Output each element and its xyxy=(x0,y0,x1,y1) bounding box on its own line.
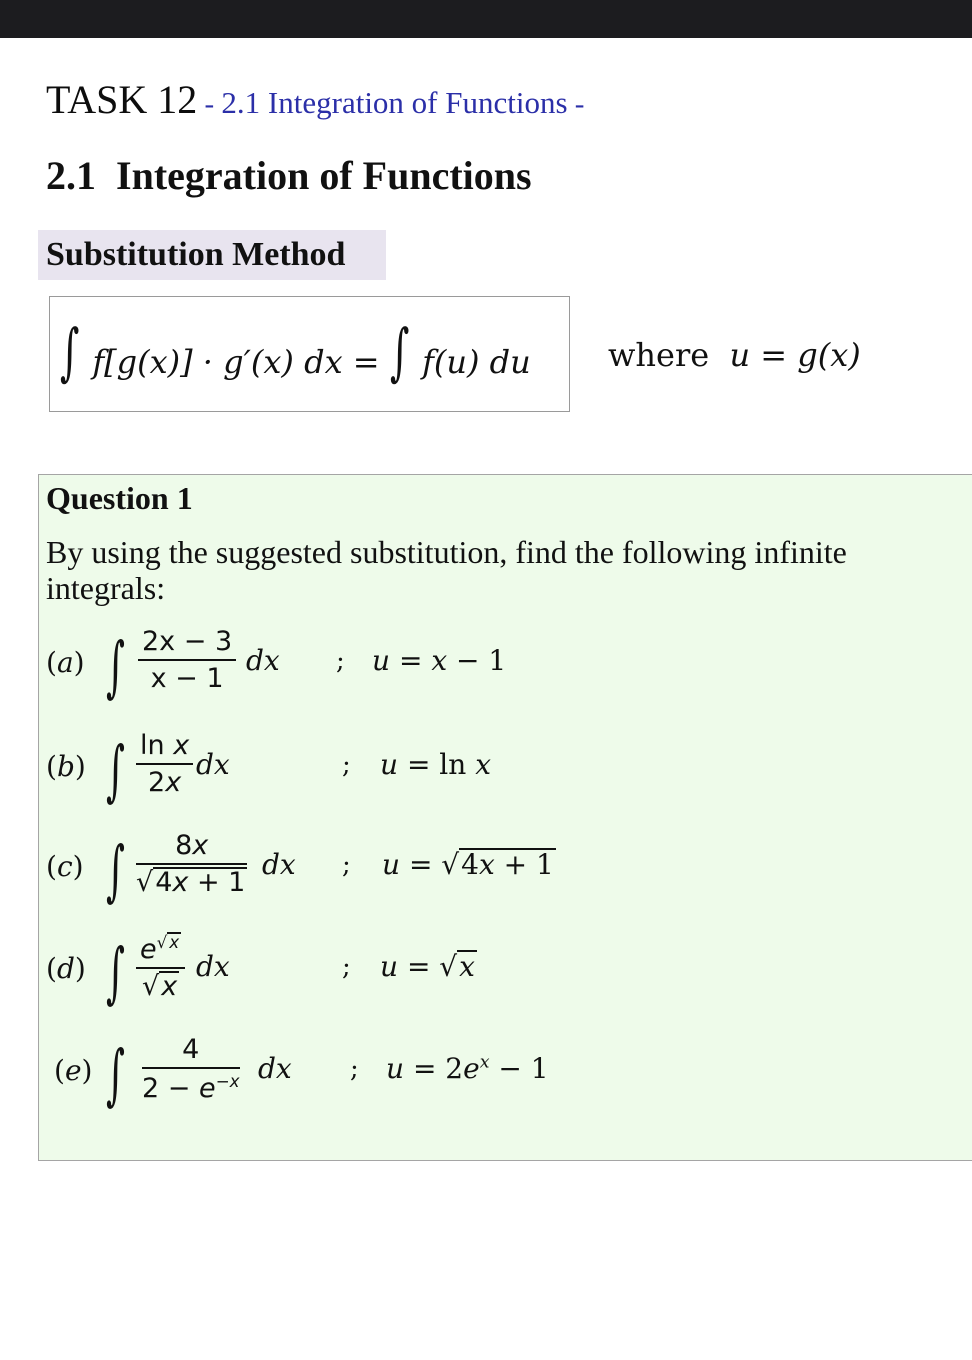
separator: ; xyxy=(336,646,345,676)
numerator: $e^{√ x}$ xyxy=(136,932,185,969)
question-instruction: By using the suggested substitution, find the following infinite integrals: xyxy=(46,534,847,606)
where-expression: u = g(x) xyxy=(729,336,861,374)
separator: ; xyxy=(350,1054,359,1084)
task-separator: - xyxy=(197,88,222,120)
integral-sign: ∫ xyxy=(106,934,125,1011)
integral-sign: ∫ xyxy=(389,315,410,388)
question-part-d xyxy=(46,928,566,1024)
task-label: TASK 12 xyxy=(46,77,198,122)
topic-title: Integration of Functions xyxy=(267,85,568,120)
denominator: √x xyxy=(142,971,178,1002)
denominator: $2 - e^{-x}$ xyxy=(142,1071,240,1104)
integral-sign: ∫ xyxy=(106,732,125,809)
part-label: (a) xyxy=(46,646,85,679)
task-header xyxy=(46,76,584,123)
formula-right: f(u) du xyxy=(422,343,531,381)
denominator: √4x + 1 xyxy=(136,867,246,898)
where-word: where xyxy=(608,336,710,374)
section-number: 2.1 xyxy=(46,153,96,198)
numerator: 8x xyxy=(136,830,247,865)
trailing-separator: - xyxy=(567,88,585,120)
fraction xyxy=(142,1034,240,1104)
question-part-c xyxy=(46,826,586,922)
top-bar xyxy=(0,0,972,38)
numerator: 4 xyxy=(142,1034,240,1069)
denominator: x − 1 xyxy=(150,663,224,694)
differential: dx xyxy=(246,644,280,677)
topic-number: 2.1 xyxy=(221,85,261,120)
integral-sign: ∫ xyxy=(106,832,125,909)
denominator: 2x xyxy=(148,767,182,798)
differential: dx xyxy=(196,748,230,781)
numerator: ln x xyxy=(136,730,193,765)
integral-sign: ∫ xyxy=(106,1036,125,1113)
numerator: 2x − 3 xyxy=(138,626,236,661)
suggested-substitution: u = ln x xyxy=(380,748,491,781)
part-label: (c) xyxy=(46,850,84,883)
differential: dx xyxy=(196,950,230,983)
part-label: (e) xyxy=(54,1054,93,1087)
integral-sign: ∫ xyxy=(106,628,125,705)
section-name: Integration of Functions xyxy=(116,153,532,198)
section-title xyxy=(46,152,532,199)
substitution-formula xyxy=(60,315,531,388)
fraction xyxy=(136,932,185,1002)
formula-box xyxy=(49,296,570,412)
differential: dx xyxy=(258,1052,292,1085)
fraction xyxy=(138,626,236,694)
fraction xyxy=(136,730,193,798)
integral-sign: ∫ xyxy=(60,315,80,388)
suggested-substitution: u = √x xyxy=(380,950,475,983)
suggested-substitution: u = √4x + 1 xyxy=(382,848,554,881)
separator: ; xyxy=(342,952,351,982)
fraction xyxy=(136,830,247,898)
formula-left: f[g(x)] · g′(x) dx = xyxy=(92,343,380,381)
question-title: Question 1 xyxy=(46,480,193,516)
where-clause xyxy=(608,336,861,374)
question-part-a xyxy=(46,622,566,718)
question-part-e xyxy=(46,1030,586,1126)
question-part-b xyxy=(46,726,566,822)
differential: dx xyxy=(262,848,296,881)
separator: ; xyxy=(342,850,351,880)
separator: ; xyxy=(342,750,351,780)
part-label: (b) xyxy=(46,750,86,783)
suggested-substitution: $u = 2e^x - 1$ xyxy=(386,1052,549,1085)
suggested-substitution: u = x − 1 xyxy=(372,644,507,677)
part-label: (d) xyxy=(46,952,86,985)
method-label: Substitution Method xyxy=(46,236,346,273)
